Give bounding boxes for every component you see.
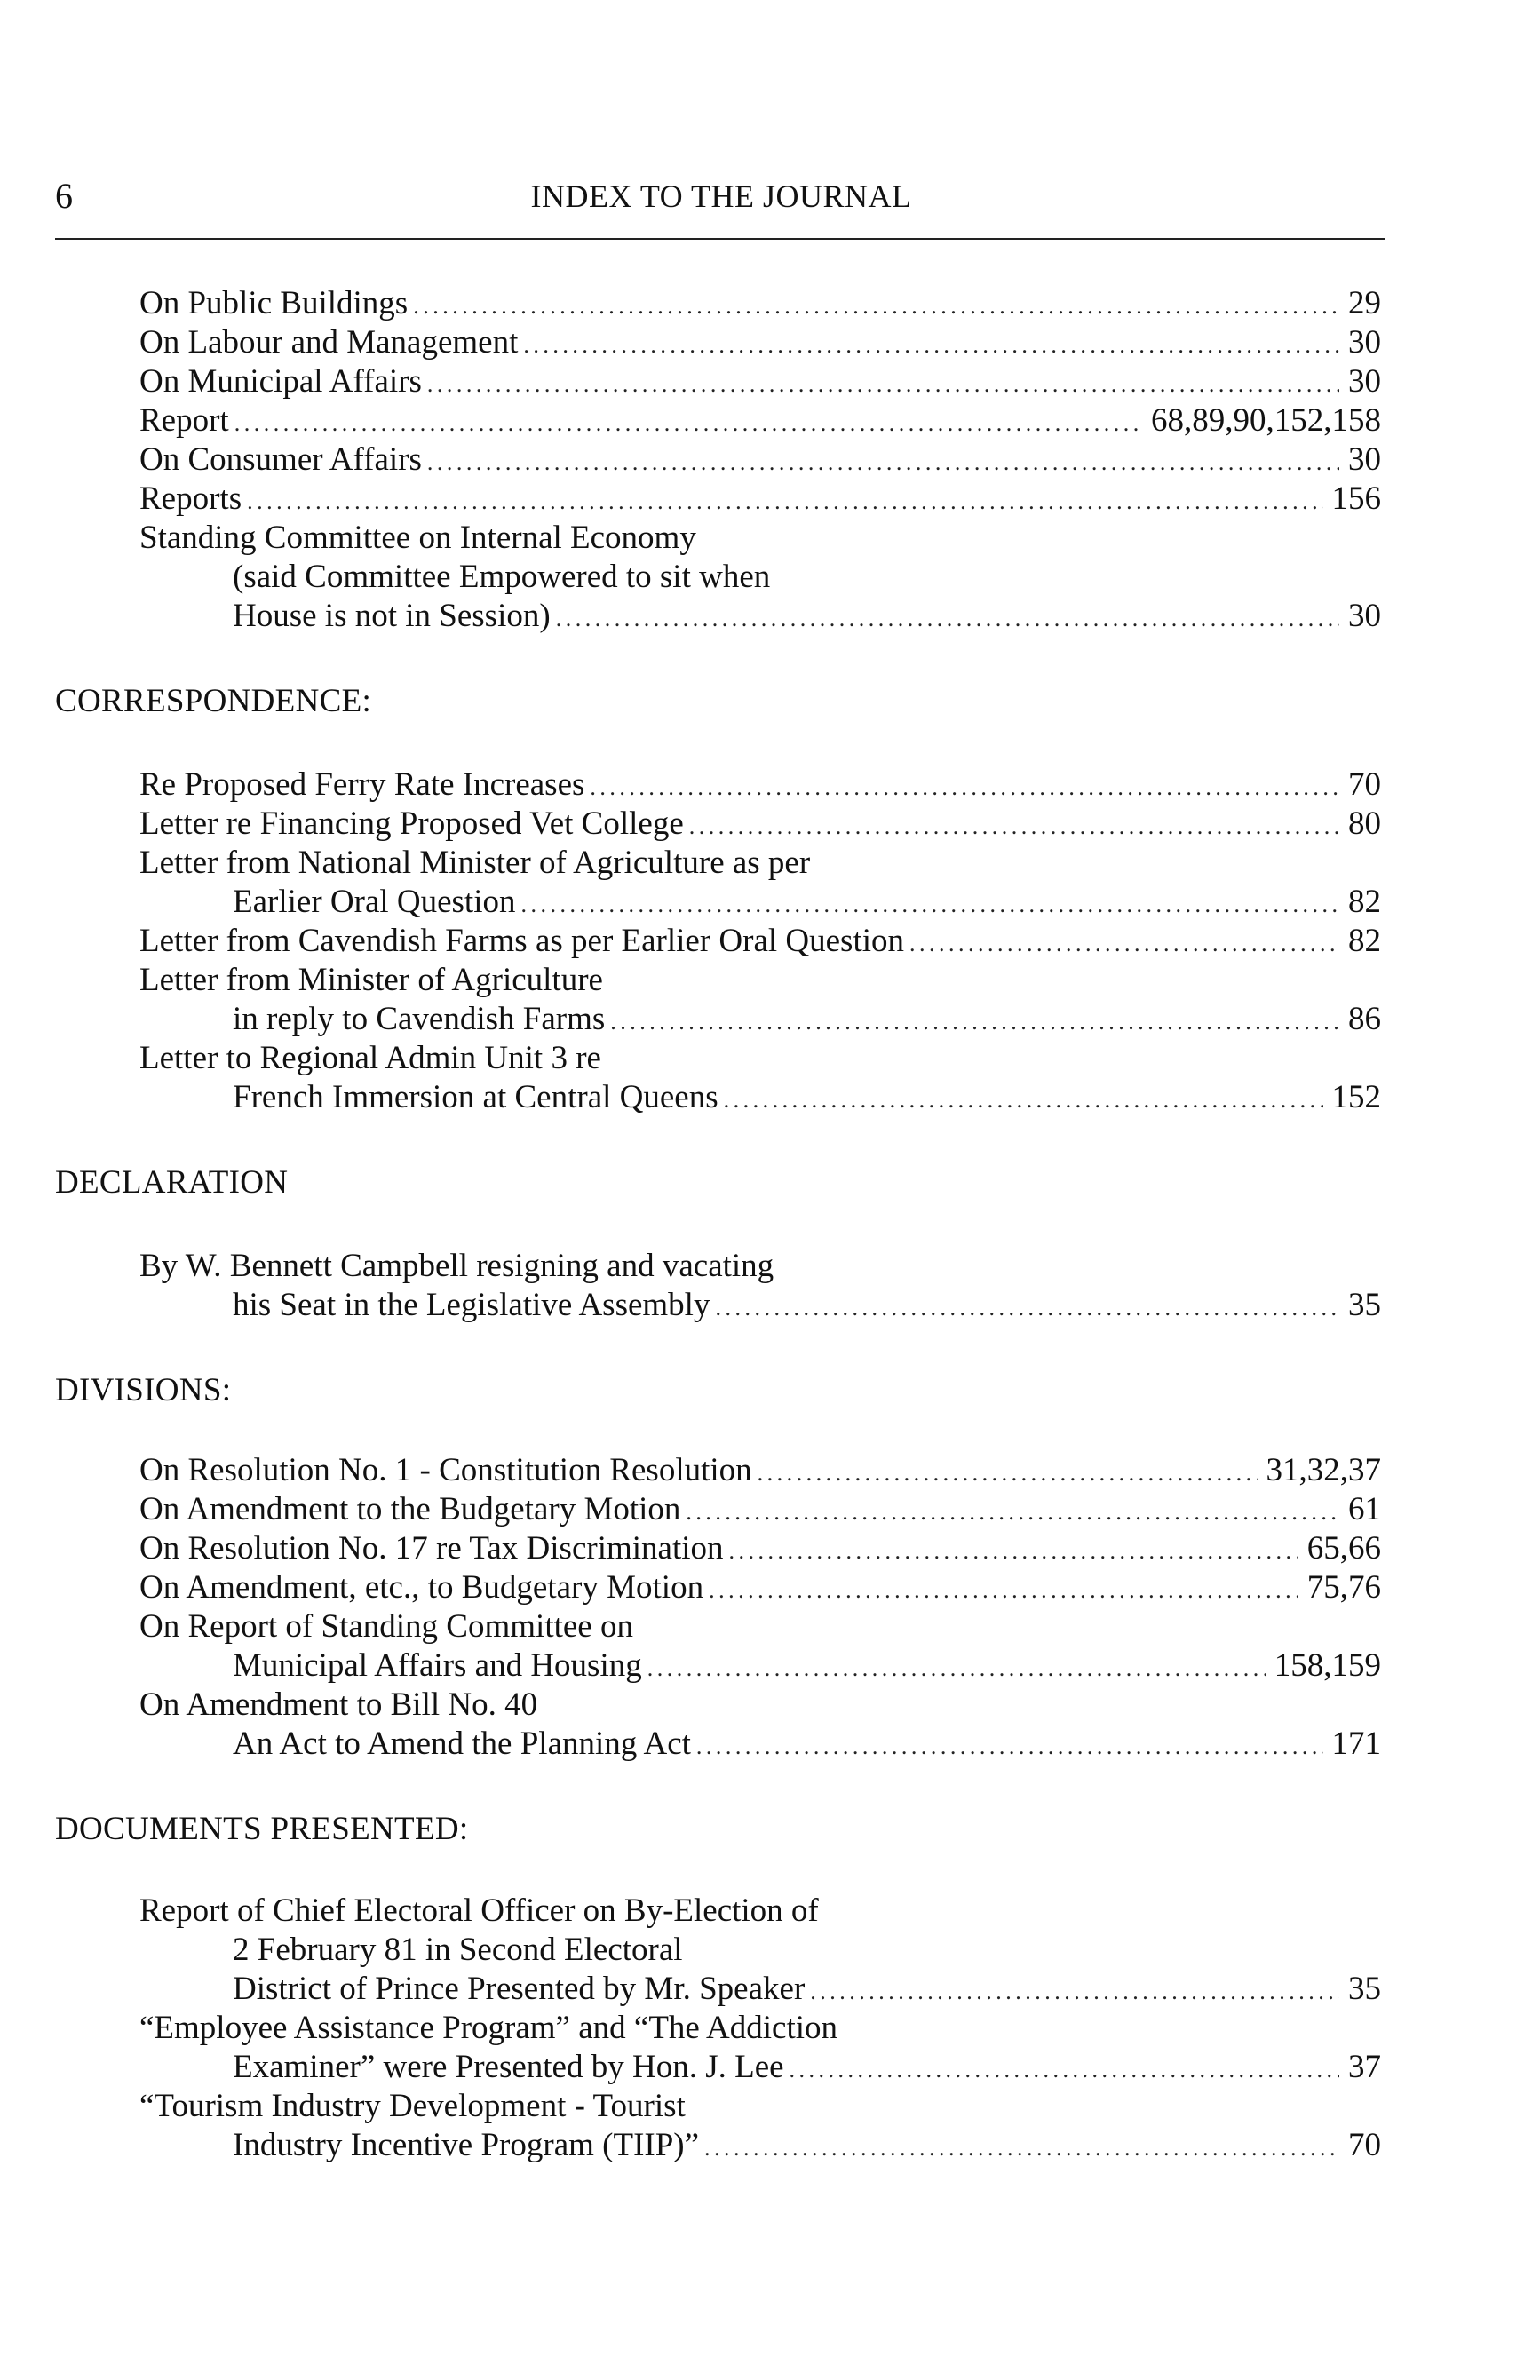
entry-text-line: On Amendment to Bill No. 40 <box>139 1686 538 1723</box>
entry-label: On Amendment to the Budgetary Motion <box>139 1491 681 1527</box>
entry-pages: 171 <box>1331 1726 1381 1762</box>
entry-pages: 31,32,37 <box>1266 1452 1381 1488</box>
index-entry <box>139 805 1381 846</box>
entry-pages: 70 <box>1348 766 1381 803</box>
leader-dots <box>686 1493 1339 1532</box>
leader-dots <box>724 1081 1323 1120</box>
index-entry <box>139 480 1381 521</box>
section-heading-documents-presented: DOCUMENTS PRESENTED: <box>55 1811 469 1847</box>
leader-dots <box>696 1727 1323 1766</box>
entry-label: Letter from Cavendish Farms as per Earlier Oral Question <box>139 923 905 959</box>
entry-pages: 30 <box>1348 363 1381 400</box>
entry-label: On Labour and Management <box>139 324 519 361</box>
entry-label: his Seat in the Legislative Assembly <box>233 1287 710 1323</box>
leader-dots <box>234 404 1142 443</box>
entry-label: in reply to Cavendish Farms <box>233 1001 606 1037</box>
entry-pages: 75,76 <box>1306 1569 1381 1606</box>
index-entry <box>233 1078 1381 1120</box>
entry-label: On Consumer Affairs <box>139 441 422 478</box>
entry-text-line: By W. Bennett Campbell resigning and vacating <box>139 1248 774 1284</box>
entry-label: French Immersion at Central Queens <box>233 1079 718 1115</box>
index-entry <box>139 766 1381 807</box>
entry-text-line: Report of Chief Electoral Officer on By-Election of <box>139 1892 819 1929</box>
index-entry <box>139 362 1381 404</box>
entry-text-line: Letter from National Minister of Agriculture as per <box>139 845 811 881</box>
index-entry <box>139 922 1381 964</box>
entry-text-line: Letter from Minister of Agriculture <box>139 962 603 998</box>
entry-label: Industry Incentive Program (TIIP)” <box>233 2127 700 2163</box>
entry-label: Municipal Affairs and Housing <box>233 1647 642 1684</box>
index-entry <box>139 1529 1381 1571</box>
index-entry <box>139 1490 1381 1532</box>
index-entry <box>233 2048 1381 2090</box>
entry-label: Examiner” were Presented by Hon. J. Lee <box>233 2049 784 2085</box>
entry-label: District of Prince Presented by Mr. Speaker <box>233 1971 806 2007</box>
section-heading-divisions: DIVISIONS: <box>55 1372 232 1408</box>
entry-text-line: Standing Committee on Internal Economy <box>139 520 696 556</box>
entry-label: On Public Buildings <box>139 285 409 321</box>
leader-dots <box>247 482 1322 521</box>
entry-text-line: “Tourism Industry Development - Tourist <box>139 2088 686 2124</box>
leader-dots <box>556 599 1339 639</box>
index-entry <box>233 1000 1381 1042</box>
index-entry <box>233 1725 1381 1766</box>
entry-label: Earlier Oral Question <box>233 884 516 920</box>
leader-dots <box>790 2051 1339 2090</box>
leader-dots <box>647 1649 1266 1688</box>
entry-pages: 30 <box>1348 598 1381 634</box>
index-entry <box>233 2126 1381 2168</box>
entry-label: On Resolution No. 1 - Constitution Resolution <box>139 1452 752 1488</box>
entry-pages: 61 <box>1348 1491 1381 1527</box>
entry-pages: 30 <box>1348 324 1381 361</box>
leader-dots <box>610 1003 1339 1042</box>
index-entry <box>233 1970 1381 2011</box>
entry-label: House is not in Session) <box>233 598 551 634</box>
entry-pages: 82 <box>1348 923 1381 959</box>
entry-label: On Amendment, etc., to Budgetary Motion <box>139 1569 704 1606</box>
index-entry <box>139 1451 1381 1493</box>
entry-pages: 29 <box>1348 285 1381 321</box>
entry-text-line: Letter to Regional Admin Unit 3 re <box>139 1040 601 1076</box>
index-entry <box>139 401 1381 443</box>
index-entry <box>233 1646 1381 1688</box>
index-entry <box>233 1286 1381 1328</box>
leader-dots <box>729 1532 1298 1571</box>
leader-dots <box>909 924 1339 964</box>
page-header <box>55 174 1387 227</box>
entry-pages: 35 <box>1348 1287 1381 1323</box>
entry-pages: 158,159 <box>1274 1647 1381 1684</box>
entry-label: Reports <box>139 480 242 517</box>
leader-dots <box>758 1454 1258 1493</box>
index-entry <box>139 323 1381 365</box>
entry-label: Letter re Financing Proposed Vet College <box>139 805 684 842</box>
leader-dots <box>413 287 1339 326</box>
entry-pages: 80 <box>1348 805 1381 842</box>
entry-label: On Municipal Affairs <box>139 363 422 400</box>
index-entry <box>233 883 1381 924</box>
running-title: INDEX TO THE JOURNAL <box>530 178 912 214</box>
entry-text-line: (said Committee Empowered to sit when <box>233 559 771 595</box>
header-rule <box>55 238 1385 240</box>
entry-pages: 65,66 <box>1306 1530 1381 1567</box>
entry-pages: 68,89,90,152,158 <box>1151 402 1381 439</box>
leader-dots <box>810 1972 1339 2011</box>
entry-pages: 152 <box>1331 1079 1381 1115</box>
index-entry <box>139 1568 1381 1610</box>
leader-dots <box>709 1571 1298 1610</box>
section-heading-declaration: DECLARATION <box>55 1164 289 1201</box>
entry-label: Report <box>139 402 229 439</box>
leader-dots <box>521 885 1340 924</box>
entry-text-line: 2 February 81 in Second Electoral <box>233 1932 683 1968</box>
entry-label: On Resolution No. 17 re Tax Discrimination <box>139 1530 724 1567</box>
entry-text-line: “Employee Assistance Program” and “The Addiction <box>139 2010 838 2046</box>
leader-dots <box>689 807 1339 846</box>
leader-dots <box>715 1289 1339 1328</box>
entry-pages: 30 <box>1348 441 1381 478</box>
entry-text-line: On Report of Standing Committee on <box>139 1608 633 1645</box>
leader-dots <box>427 365 1339 404</box>
index-entry <box>139 284 1381 326</box>
leader-dots <box>704 2129 1339 2168</box>
entry-label: Re Proposed Ferry Rate Increases <box>139 766 585 803</box>
entry-pages: 156 <box>1331 480 1381 517</box>
index-entry <box>139 440 1381 482</box>
section-heading-correspondence: CORRESPONDENCE: <box>55 683 372 719</box>
leader-dots <box>427 443 1339 482</box>
leader-dots <box>590 768 1339 807</box>
entry-pages: 70 <box>1348 2127 1381 2163</box>
entry-pages: 37 <box>1348 2049 1381 2085</box>
entry-pages: 35 <box>1348 1971 1381 2007</box>
index-entry <box>233 597 1381 639</box>
entry-pages: 86 <box>1348 1001 1381 1037</box>
entry-pages: 82 <box>1348 884 1381 920</box>
entry-label: An Act to Amend the Planning Act <box>233 1726 691 1762</box>
leader-dots <box>523 326 1339 365</box>
page-number: 6 <box>55 176 73 216</box>
